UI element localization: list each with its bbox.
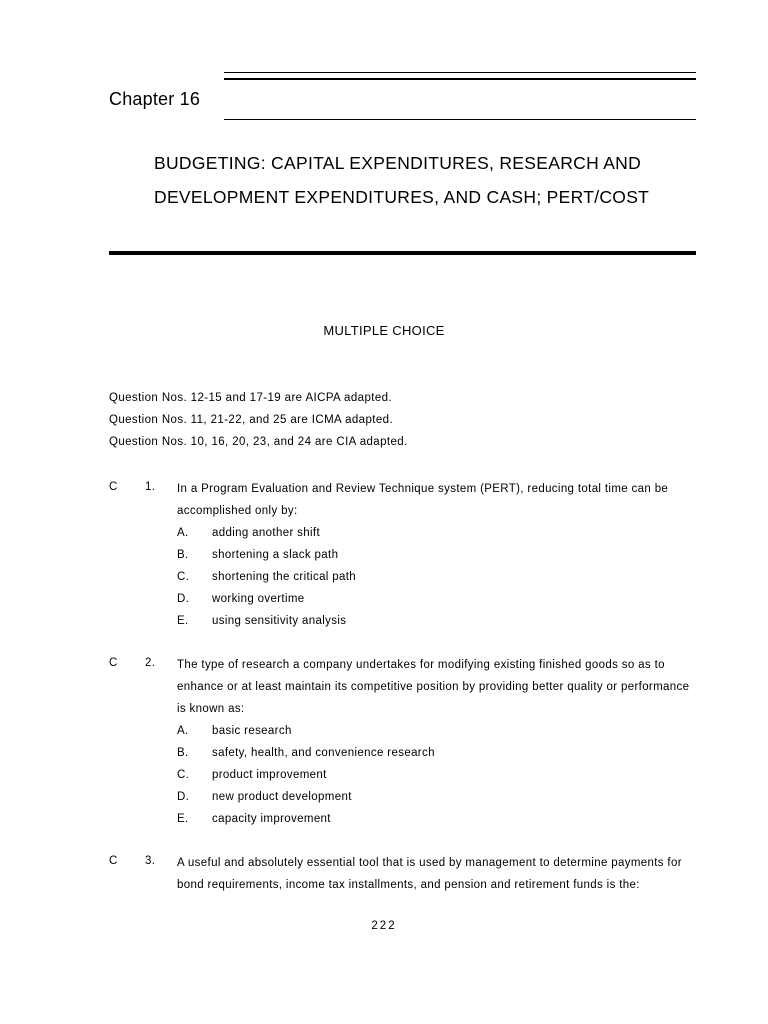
question-number: 2. [145, 657, 156, 669]
option-text: working overtime [212, 593, 305, 605]
option-text: adding another shift [212, 527, 321, 539]
option-text: product improvement [212, 769, 327, 781]
stem-line: bond requirements, income tax installments, and pension and retirement funds is the: [177, 879, 640, 891]
header-rule-top-thin [224, 72, 696, 73]
option-d [177, 591, 677, 613]
source-notes [109, 390, 408, 456]
option-list [177, 723, 677, 833]
source-note: Question Nos. 11, 21-22, and 25 are ICMA adapted. [109, 414, 394, 426]
option-c [177, 767, 677, 789]
option-text: shortening a slack path [212, 549, 339, 561]
option-a [177, 723, 677, 745]
option-letter: A. [177, 527, 189, 539]
chapter-main-title [154, 152, 714, 220]
option-letter: D. [177, 593, 190, 605]
chapter-title: Chapter 16 [109, 89, 201, 109]
option-letter: E. [177, 615, 189, 627]
option-e [177, 811, 677, 833]
option-text: safety, health, and convenience research [212, 747, 435, 759]
title-line: DEVELOPMENT EXPENDITURES, AND CASH; PERT/COST [154, 187, 650, 207]
option-text: new product development [212, 791, 352, 803]
header-rule-top-thick [224, 78, 696, 80]
option-b [177, 547, 677, 569]
option-letter: D. [177, 791, 190, 803]
stem-line: enhance or at least maintain its competitive position by providing better quality or performance [177, 681, 690, 693]
question-number: 1. [145, 481, 156, 493]
header-rule-bottom-thick [109, 251, 696, 255]
question-stem [177, 657, 697, 723]
option-d [177, 789, 677, 811]
section-heading: MULTIPLE CHOICE [323, 323, 445, 338]
answer-key: C [109, 657, 118, 669]
option-text: shortening the critical path [212, 571, 357, 583]
option-list [177, 525, 677, 635]
answer-key: C [109, 481, 118, 493]
stem-line: The type of research a company undertakes for modifying existing finished goods so as to [177, 659, 665, 671]
stem-line: accomplished only by: [177, 505, 298, 517]
title-line: BUDGETING: CAPITAL EXPENDITURES, RESEARCH AND [154, 153, 642, 173]
stem-line: A useful and absolutely essential tool that is used by management to determine payments for [177, 857, 682, 869]
source-note: Question Nos. 10, 16, 20, 23, and 24 are CIA adapted. [109, 436, 408, 448]
option-c [177, 569, 677, 591]
option-letter: B. [177, 747, 189, 759]
option-a [177, 525, 677, 547]
option-letter: B. [177, 549, 189, 561]
source-note: Question Nos. 12-15 and 17-19 are AICPA adapted. [109, 392, 393, 404]
question-number: 3. [145, 855, 156, 867]
header-rule-middle [224, 119, 696, 120]
page-number: 222 [371, 920, 397, 932]
option-letter: E. [177, 813, 189, 825]
option-letter: A. [177, 725, 189, 737]
option-text: capacity improvement [212, 813, 331, 825]
answer-key: C [109, 855, 118, 867]
option-e [177, 613, 677, 635]
option-b [177, 745, 677, 767]
option-text: basic research [212, 725, 292, 737]
option-letter: C. [177, 571, 190, 583]
question-stem [177, 855, 697, 899]
question-stem [177, 481, 697, 525]
option-letter: C. [177, 769, 190, 781]
option-text: using sensitivity analysis [212, 615, 347, 627]
stem-line: In a Program Evaluation and Review Technique system (PERT), reducing total time can be [177, 483, 669, 495]
stem-line: is known as: [177, 703, 245, 715]
